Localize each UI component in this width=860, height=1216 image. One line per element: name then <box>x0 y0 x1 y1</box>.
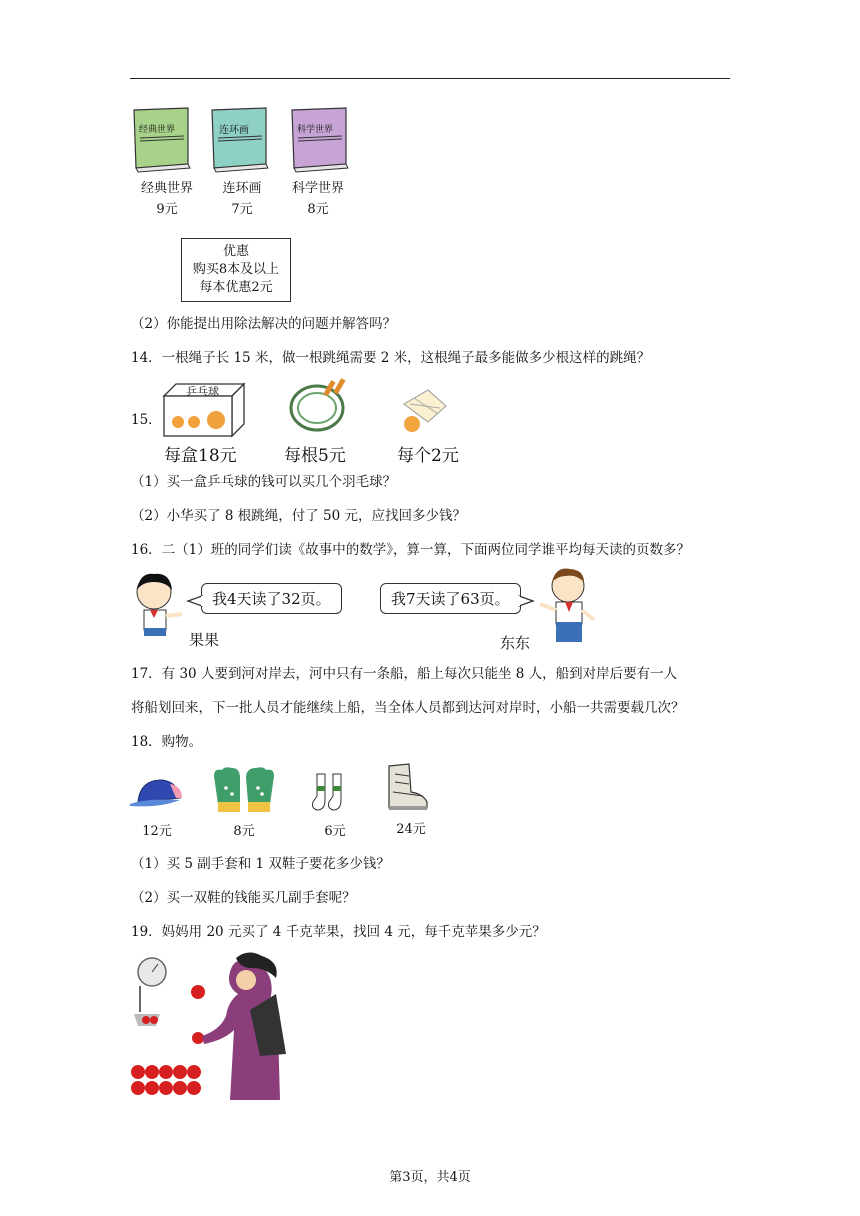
book-icon <box>130 106 192 172</box>
shoes-image <box>383 762 431 818</box>
price-label: 每个2元 <box>397 446 459 466</box>
question-13-part-2: （2）你能提出用除法解决的问题并解答吗？ <box>131 316 397 332</box>
book-price: 8元 <box>307 202 329 217</box>
discount-box <box>181 238 291 302</box>
socks-image <box>311 772 353 818</box>
discount-rule: 购买8本及以上 <box>192 262 280 277</box>
jump-rope-image <box>287 376 351 438</box>
discount-amount: 每本优惠2元 <box>199 280 273 295</box>
book-name: 经典世界 <box>140 181 193 196</box>
jump-rope-icon <box>287 376 351 434</box>
question-18-part-1: （1）买 5 副手套和 1 双鞋子要花多少钱？ <box>131 856 390 872</box>
book-jingdian <box>130 106 192 176</box>
bubble-pointer-right <box>518 592 534 611</box>
question-18-title: 18．购物。 <box>131 734 203 750</box>
price-label: 每盒18元 <box>164 446 237 466</box>
price-label: 每根5元 <box>284 446 346 466</box>
book-kexue <box>288 106 350 176</box>
gloves-icon <box>210 766 278 814</box>
book-cover-title: 经典世界 <box>139 125 176 135</box>
question-18-part-2: （2）买一双鞋的钱能买几副手套呢？ <box>131 890 356 906</box>
book-icon <box>208 106 270 172</box>
socks-icon <box>311 772 353 814</box>
question-14: 14．一根绳子长 15 米，做一根跳绳需要 2 米，这根绳子最多能做多少根这样的跳绳？ <box>131 350 651 366</box>
girl-icon <box>130 570 186 650</box>
book-cover-title: 科学世界 <box>297 125 334 135</box>
book-cover-title: 连环画 <box>219 125 249 136</box>
price-gloves: 8元 <box>233 824 255 839</box>
book-price: 9元 <box>156 202 178 217</box>
bubble-pointer-left <box>187 592 203 611</box>
shuttlecock-image <box>398 384 454 440</box>
cap-icon <box>130 776 184 810</box>
book-name: 科学世界 <box>291 181 344 196</box>
speech-bubble-right: 我7天读了63页。 <box>380 583 521 614</box>
discount-title: 优惠 <box>222 244 249 259</box>
pingpong-box-image <box>162 382 246 442</box>
book-lianhuanhua <box>208 106 270 176</box>
mother-apples-illustration <box>130 950 290 1106</box>
shoes-icon <box>383 762 431 814</box>
question-15-part-2: （2）小华买了 8 根跳绳，付了 50 元，应找回多少钱？ <box>131 508 467 524</box>
girl-guoguo-image <box>130 570 186 654</box>
question-15-number: 15． <box>131 412 162 428</box>
mother-buying-apples-image <box>130 950 290 1110</box>
cap-image <box>130 776 184 814</box>
speech-bubble-left: 我4天读了32页。 <box>201 583 342 614</box>
price-shoes: 24元 <box>396 822 426 837</box>
boy-icon <box>538 566 598 654</box>
price-socks: 6元 <box>324 824 346 839</box>
question-19: 19．妈妈用 20 元买了 4 千克苹果，找回 4 元，每千克苹果多少元？ <box>131 924 546 940</box>
header-rule <box>130 78 730 79</box>
question-15-part-1: （1）买一盒乒乓球的钱可以买几个羽毛球？ <box>131 474 397 490</box>
book-icon <box>288 106 350 172</box>
pingpong-box-label: 乒乓球 <box>186 385 219 398</box>
gloves-image <box>210 766 278 818</box>
question-17-line-1: 17．有 30 人要到河对岸去，河中只有一条船，船上每次只能坐 8 人，船到对岸后要有一人 <box>131 666 678 682</box>
boy-dongdong-image <box>538 566 598 658</box>
name-dongdong: 东东 <box>500 634 531 652</box>
book-name: 连环画 <box>222 181 262 196</box>
price-cap: 12元 <box>142 824 172 839</box>
book-price: 7元 <box>231 202 253 217</box>
question-16: 16．二（1）班的同学们读《故事中的数学》，算一算，下面两位同学谁平均每天读的页数多？ <box>131 542 691 558</box>
name-guoguo: 果果 <box>189 631 220 649</box>
page-footer: 第3页，共4页 <box>389 1170 471 1185</box>
question-17-line-2: 将船划回来，下一批人员才能继续上船，当全体人员都到达河对岸时，小船一共需要载几次？ <box>131 700 685 716</box>
shuttlecock-icon <box>398 384 454 436</box>
